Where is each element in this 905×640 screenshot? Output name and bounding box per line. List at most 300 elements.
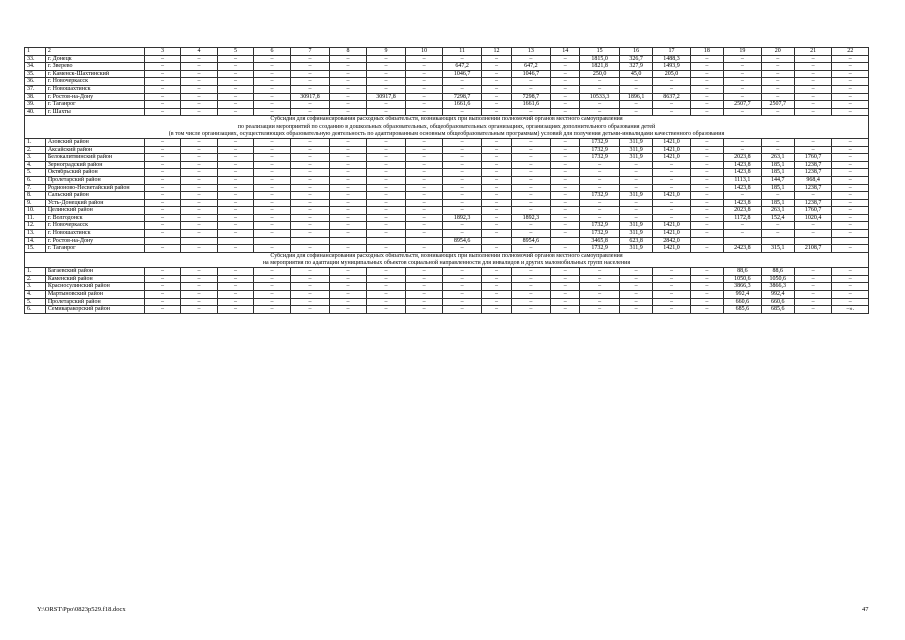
value-cell: – (290, 85, 330, 93)
value-cell: – (794, 85, 832, 93)
value-cell: – (482, 245, 511, 253)
value-cell: 311,9 (619, 222, 652, 230)
value-cell: 3465,8 (580, 237, 620, 245)
value-cell: 13 (511, 48, 551, 56)
value-cell: – (724, 146, 762, 154)
value-cell: – (619, 207, 652, 215)
value-cell: – (442, 55, 482, 63)
value-cell: – (181, 207, 217, 215)
value-cell: – (690, 184, 723, 192)
value-cell: – (482, 214, 511, 222)
value-cell: 1423,8 (724, 184, 762, 192)
value-cell: – (832, 214, 869, 222)
value-cell: – (761, 138, 794, 146)
value-cell: 1238,7 (794, 199, 832, 207)
value-cell (551, 237, 580, 245)
value-cell: – (619, 108, 652, 116)
value-cell (330, 237, 366, 245)
value-cell: – (794, 138, 832, 146)
municipality-name-cell: г. Каменск-Шахтинский (45, 70, 144, 78)
value-cell: – (551, 176, 580, 184)
value-cell: – (690, 78, 723, 86)
value-cell: – (794, 230, 832, 238)
value-cell (761, 237, 794, 245)
value-cell: – (794, 93, 832, 101)
table-row (25, 306, 869, 314)
value-cell: – (551, 93, 580, 101)
value-cell: 8637,2 (653, 93, 691, 101)
value-cell: 2507,7 (724, 101, 762, 109)
value-cell: – (619, 306, 652, 314)
value-cell: – (406, 275, 442, 283)
value-cell: – (406, 176, 442, 184)
value-cell: – (144, 78, 180, 86)
value-cell: – (482, 283, 511, 291)
value-cell: – (144, 230, 180, 238)
value-cell: – (761, 146, 794, 154)
table-body (25, 48, 869, 314)
value-cell: – (580, 291, 620, 299)
row-number-cell: 1. (25, 138, 46, 146)
value-cell: – (832, 78, 869, 86)
value-cell: – (366, 108, 406, 116)
value-cell: – (511, 275, 551, 283)
value-cell: 1892,3 (511, 214, 551, 222)
value-cell: – (406, 55, 442, 63)
value-cell: – (619, 268, 652, 276)
value-cell: – (330, 138, 366, 146)
municipality-name-cell: г. Донецк (45, 55, 144, 63)
value-cell: – (181, 63, 217, 71)
value-cell: – (619, 291, 652, 299)
value-cell: – (406, 207, 442, 215)
value-cell: – (366, 85, 406, 93)
value-cell: 4 (181, 48, 217, 56)
document-table-container (24, 47, 869, 314)
value-cell: 8954,6 (511, 237, 551, 245)
value-cell: 1238,7 (794, 169, 832, 177)
value-cell: 7298,7 (511, 93, 551, 101)
value-cell: 20 (761, 48, 794, 56)
value-cell: – (482, 184, 511, 192)
value-cell: 14 (551, 48, 580, 56)
value-cell: 1421,0 (653, 154, 691, 162)
value-cell: – (406, 108, 442, 116)
value-cell: – (511, 146, 551, 154)
table-row (25, 214, 869, 222)
value-cell: – (511, 85, 551, 93)
municipality-name-cell: Родионово-Несветайский район (45, 184, 144, 192)
value-cell: 30917,8 (366, 93, 406, 101)
row-number-cell: 5. (25, 298, 46, 306)
value-cell: – (366, 283, 406, 291)
value-cell: – (181, 199, 217, 207)
value-cell: – (482, 78, 511, 86)
table-row (25, 138, 869, 146)
value-cell: – (442, 146, 482, 154)
value-cell: 21 (794, 48, 832, 56)
value-cell: – (217, 230, 253, 238)
value-cell: – (794, 78, 832, 86)
value-cell: 647,2 (511, 63, 551, 71)
municipality-name-cell: г. Шахты (45, 108, 144, 116)
value-cell: – (181, 108, 217, 116)
value-cell: – (619, 214, 652, 222)
value-cell: – (832, 245, 869, 253)
value-cell: – (144, 207, 180, 215)
value-cell: – (653, 268, 691, 276)
value-cell: – (551, 214, 580, 222)
value-cell: – (551, 268, 580, 276)
value-cell: – (144, 275, 180, 283)
budget-table (24, 47, 869, 314)
value-cell: – (653, 291, 691, 299)
row-number-cell: 35. (25, 70, 46, 78)
value-cell: – (366, 291, 406, 299)
value-cell: 1050,6 (761, 275, 794, 283)
value-cell: 1020,4 (794, 214, 832, 222)
value-cell: – (690, 108, 723, 116)
value-cell: – (724, 55, 762, 63)
value-cell: – (366, 268, 406, 276)
value-cell (366, 237, 406, 245)
value-cell: – (181, 146, 217, 154)
value-cell: 185,1 (761, 169, 794, 177)
value-cell: – (832, 176, 869, 184)
value-cell: – (442, 283, 482, 291)
row-number-cell: 39. (25, 101, 46, 109)
value-cell: – (551, 169, 580, 177)
value-cell: 1421,0 (653, 222, 691, 230)
value-cell: – (330, 101, 366, 109)
value-cell: – (690, 199, 723, 207)
value-cell: – (442, 268, 482, 276)
value-cell: – (794, 275, 832, 283)
value-cell: – (290, 192, 330, 200)
value-cell: – (330, 161, 366, 169)
value-cell: – (653, 275, 691, 283)
value-cell: – (442, 275, 482, 283)
municipality-name-cell: Багаевский район (45, 268, 144, 276)
value-cell: – (761, 108, 794, 116)
value-cell: – (442, 199, 482, 207)
value-cell: – (690, 85, 723, 93)
value-cell: – (181, 70, 217, 78)
value-cell: – (217, 108, 253, 116)
value-cell: – (330, 154, 366, 162)
value-cell: – (330, 245, 366, 253)
value-cell: 1732,9 (580, 222, 620, 230)
value-cell: 1815,0 (580, 55, 620, 63)
value-cell: – (366, 222, 406, 230)
value-cell: – (366, 161, 406, 169)
value-cell: 1421,0 (653, 138, 691, 146)
value-cell: 1423,8 (724, 161, 762, 169)
value-cell: – (832, 222, 869, 230)
value-cell: – (217, 101, 253, 109)
value-cell: 1172,8 (724, 214, 762, 222)
value-cell: – (330, 306, 366, 314)
value-cell: – (832, 55, 869, 63)
value-cell: – (290, 70, 330, 78)
value-cell: – (551, 291, 580, 299)
value-cell: 6 (254, 48, 290, 56)
value-cell: – (254, 275, 290, 283)
value-cell: – (551, 199, 580, 207)
municipality-name-cell: г. Новошахтинск (45, 230, 144, 238)
value-cell: – (832, 291, 869, 299)
value-cell: 1732,9 (580, 230, 620, 238)
value-cell: – (217, 268, 253, 276)
value-cell: – (482, 199, 511, 207)
municipality-name-cell: Семикаракорский район (45, 306, 144, 314)
value-cell: – (366, 298, 406, 306)
value-cell: – (254, 63, 290, 71)
value-cell: – (442, 192, 482, 200)
value-cell: – (690, 55, 723, 63)
value-cell: – (254, 85, 290, 93)
value-cell: 1421,0 (653, 245, 691, 253)
value-cell: 3866,3 (761, 283, 794, 291)
value-cell: – (511, 199, 551, 207)
value-cell: – (406, 85, 442, 93)
table-row (25, 101, 869, 109)
value-cell: – (330, 184, 366, 192)
value-cell: – (181, 275, 217, 283)
row-number-cell: 37. (25, 85, 46, 93)
value-cell: – (366, 154, 406, 162)
value-cell: – (580, 268, 620, 276)
value-cell: – (580, 199, 620, 207)
value-cell: – (366, 192, 406, 200)
value-cell: – (551, 275, 580, 283)
value-cell: – (442, 138, 482, 146)
value-cell: – (254, 214, 290, 222)
value-cell: – (619, 169, 652, 177)
value-cell: – (442, 154, 482, 162)
value-cell: – (482, 268, 511, 276)
value-cell: – (144, 268, 180, 276)
row-number-cell: 38. (25, 93, 46, 101)
value-cell: – (217, 176, 253, 184)
value-cell: – (330, 207, 366, 215)
value-cell: – (511, 138, 551, 146)
value-cell: – (482, 138, 511, 146)
row-number-cell: 34. (25, 63, 46, 71)
value-cell: – (724, 108, 762, 116)
value-cell: – (761, 55, 794, 63)
value-cell: – (832, 146, 869, 154)
value-cell: – (144, 291, 180, 299)
municipality-name-cell: Усть-Донецкий район (45, 199, 144, 207)
value-cell: 7 (290, 48, 330, 56)
value-cell: – (181, 138, 217, 146)
value-cell (290, 237, 330, 245)
value-cell: – (690, 268, 723, 276)
value-cell: 311,9 (619, 230, 652, 238)
value-cell: – (144, 283, 180, 291)
value-cell: – (690, 93, 723, 101)
value-cell: – (181, 291, 217, 299)
value-cell: – (511, 184, 551, 192)
value-cell: – (551, 245, 580, 253)
value-cell: 315,1 (761, 245, 794, 253)
row-number-cell: 40. (25, 108, 46, 116)
value-cell: – (690, 161, 723, 169)
value-cell (254, 237, 290, 245)
value-cell: – (794, 222, 832, 230)
value-cell: – (330, 298, 366, 306)
value-cell: – (482, 101, 511, 109)
value-cell: – (217, 192, 253, 200)
value-cell: – (217, 85, 253, 93)
value-cell: – (761, 93, 794, 101)
value-cell: – (832, 85, 869, 93)
value-cell: 1423,8 (724, 199, 762, 207)
value-cell: – (290, 169, 330, 177)
value-cell: – (254, 291, 290, 299)
municipality-name-cell: Сальский район (45, 192, 144, 200)
value-cell: – (511, 207, 551, 215)
row-number-cell: 5. (25, 169, 46, 177)
value-cell: – (330, 63, 366, 71)
table-row (25, 230, 869, 238)
value-cell: – (406, 214, 442, 222)
value-cell: 2108,7 (794, 245, 832, 253)
value-cell: – (254, 55, 290, 63)
value-cell: 660,6 (724, 298, 762, 306)
value-cell: – (217, 283, 253, 291)
value-cell (724, 237, 762, 245)
value-cell: – (254, 192, 290, 200)
value-cell: – (217, 207, 253, 215)
value-cell: – (580, 176, 620, 184)
value-cell: – (761, 222, 794, 230)
value-cell: – (551, 101, 580, 109)
value-cell: – (181, 93, 217, 101)
value-cell: – (832, 207, 869, 215)
value-cell: – (366, 230, 406, 238)
value-cell: – (761, 63, 794, 71)
table-row (25, 161, 869, 169)
value-cell: – (619, 298, 652, 306)
value-cell: – (511, 245, 551, 253)
value-cell: – (290, 306, 330, 314)
value-cell: – (442, 306, 482, 314)
value-cell: – (217, 93, 253, 101)
value-cell: 647,2 (442, 63, 482, 71)
value-cell: – (653, 283, 691, 291)
municipality-name-cell: Пролетарский район (45, 176, 144, 184)
value-cell: – (580, 101, 620, 109)
value-cell: – (330, 230, 366, 238)
value-cell: – (794, 298, 832, 306)
value-cell: – (690, 298, 723, 306)
value-cell: – (482, 161, 511, 169)
value-cell: – (366, 306, 406, 314)
section-title (25, 116, 869, 139)
value-cell: – (511, 176, 551, 184)
value-cell: 3866,3 (724, 283, 762, 291)
value-cell: – (254, 298, 290, 306)
value-cell: – (551, 85, 580, 93)
value-cell: 185,1 (761, 199, 794, 207)
value-cell: – (366, 199, 406, 207)
value-cell: – (653, 214, 691, 222)
value-cell: – (690, 146, 723, 154)
value-cell: – (551, 63, 580, 71)
value-cell: – (794, 268, 832, 276)
value-cell: – (442, 207, 482, 215)
value-cell: – (442, 222, 482, 230)
value-cell: – (551, 184, 580, 192)
value-cell: – (330, 78, 366, 86)
value-cell: – (144, 169, 180, 177)
value-cell (217, 237, 253, 245)
value-cell: 1661,6 (511, 101, 551, 109)
value-cell: – (290, 291, 330, 299)
value-cell: – (330, 70, 366, 78)
value-cell: 16 (619, 48, 652, 56)
value-cell: 185,1 (761, 184, 794, 192)
value-cell: – (580, 85, 620, 93)
municipality-name-cell: 2 (45, 48, 144, 56)
row-number-cell: 33. (25, 55, 46, 63)
value-cell: – (690, 101, 723, 109)
table-row (25, 154, 869, 162)
value-cell: – (482, 222, 511, 230)
value-cell: – (653, 169, 691, 177)
value-cell: – (254, 268, 290, 276)
value-cell: – (619, 184, 652, 192)
value-cell: – (181, 214, 217, 222)
value-cell: 1113,1 (724, 176, 762, 184)
value-cell: – (794, 283, 832, 291)
value-cell: 992,4 (724, 291, 762, 299)
value-cell: – (442, 85, 482, 93)
value-cell: – (254, 138, 290, 146)
value-cell: 8954,6 (442, 237, 482, 245)
municipality-name-cell: Зерноградский район (45, 161, 144, 169)
table-row (25, 237, 869, 245)
value-cell (406, 237, 442, 245)
municipality-name-cell: Октябрьский район (45, 169, 144, 177)
value-cell: – (290, 161, 330, 169)
value-cell: – (724, 138, 762, 146)
value-cell: 30917,8 (290, 93, 330, 101)
value-cell: – (794, 146, 832, 154)
value-cell: – (832, 275, 869, 283)
value-cell: 311,9 (619, 146, 652, 154)
value-cell: – (482, 85, 511, 93)
value-cell: – (832, 199, 869, 207)
value-cell: – (653, 199, 691, 207)
value-cell (794, 237, 832, 245)
value-cell: – (442, 230, 482, 238)
value-cell: – (144, 161, 180, 169)
value-cell: – (181, 283, 217, 291)
value-cell: – (330, 214, 366, 222)
value-cell (144, 237, 180, 245)
value-cell: – (482, 169, 511, 177)
value-cell: – (482, 230, 511, 238)
value-cell: – (511, 306, 551, 314)
row-number-cell: 10. (25, 207, 46, 215)
value-cell: – (690, 275, 723, 283)
table-row (25, 291, 869, 299)
value-cell: – (832, 230, 869, 238)
value-cell: 1732,9 (580, 138, 620, 146)
